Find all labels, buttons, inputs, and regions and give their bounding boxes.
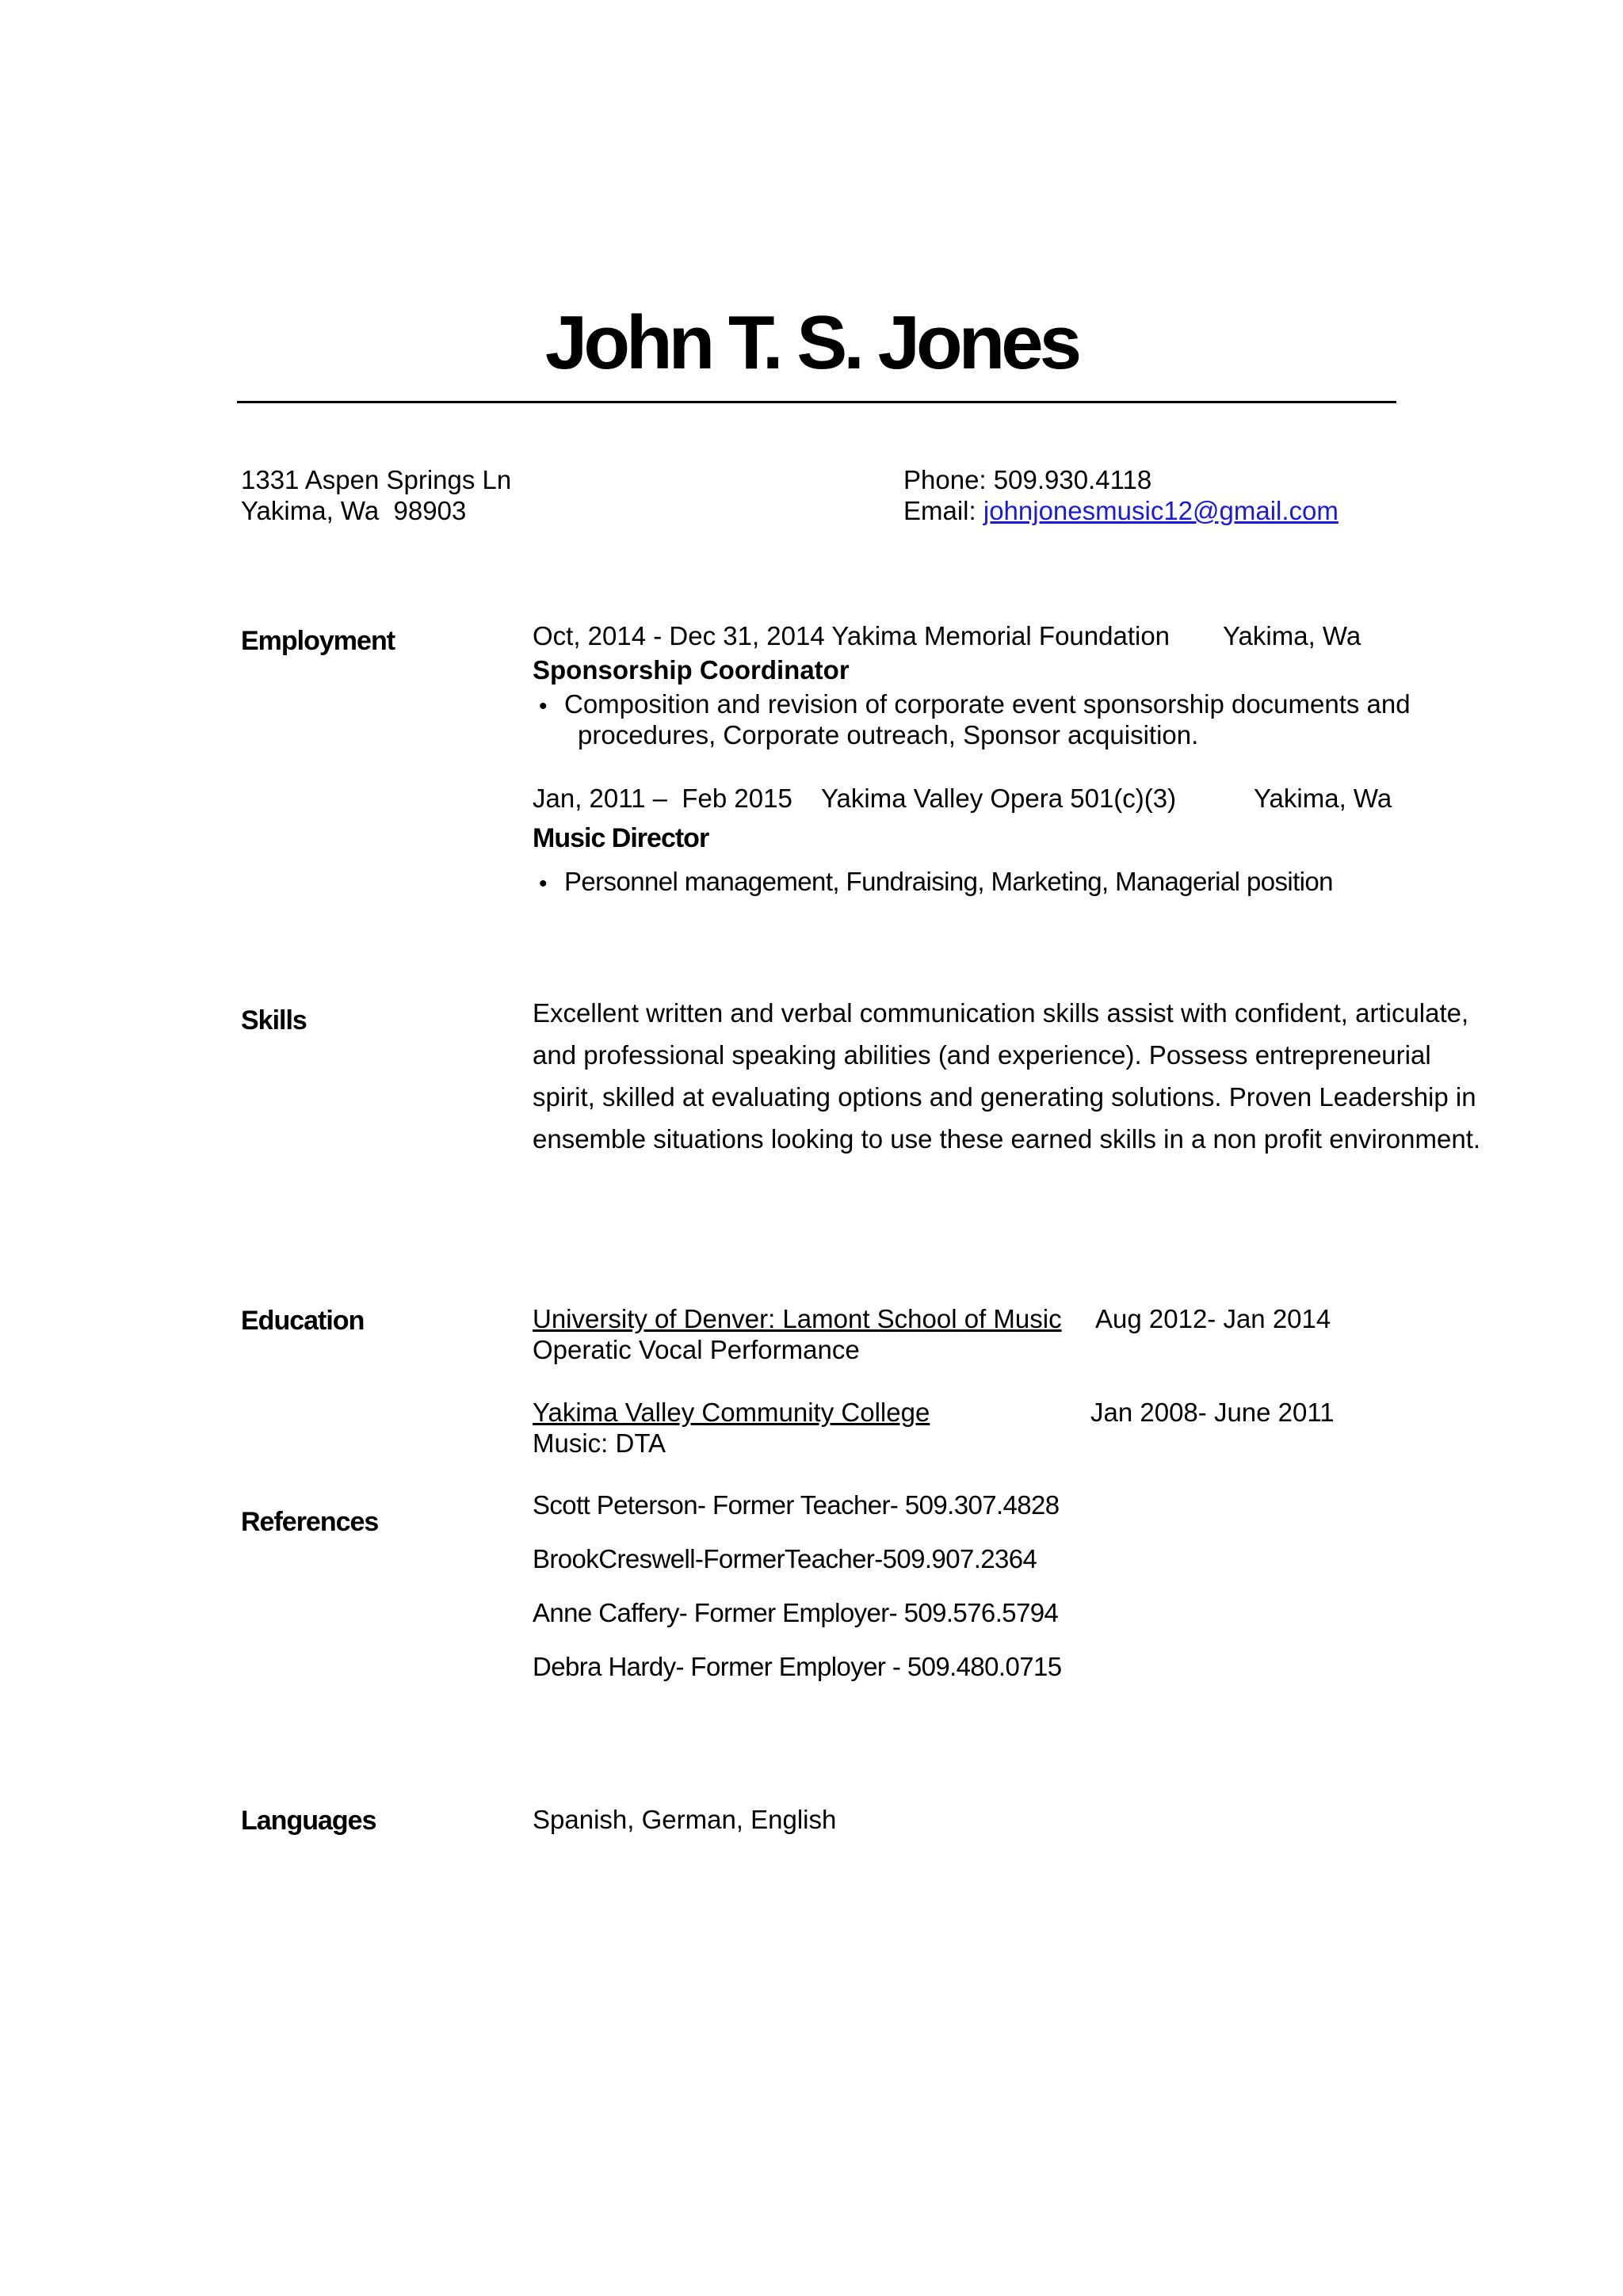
job-1-bullet-line-1: Composition and revision of corporate event sponsorship documents and [564, 689, 1411, 719]
email-label: Email: [903, 496, 983, 525]
bullet-icon: • [539, 693, 548, 719]
job-2-bullet: Personnel management, Fundraising, Marketing, Managerial position [564, 867, 1333, 896]
resume-name: John T. S. Jones [544, 300, 1079, 385]
section-heading-skills: Skills [241, 1005, 307, 1035]
section-heading-languages: Languages [241, 1806, 376, 1836]
reference-item: BrookCreswell-FormerTeacher-509.907.2364 [533, 1544, 1037, 1573]
school-1-program: Operatic Vocal Performance [533, 1335, 860, 1364]
job-1-location: Yakima, Wa [1223, 621, 1361, 650]
address-line-1: 1331 Aspen Springs Ln [241, 465, 512, 494]
email-link[interactable]: johnjonesmusic12@gmail.com [983, 496, 1338, 525]
section-heading-references: References [241, 1507, 379, 1537]
email-row [903, 495, 1338, 526]
address-line-2: Yakima, Wa 98903 [241, 496, 467, 525]
school-2-name: Yakima Valley Community College [533, 1398, 930, 1427]
section-heading-education: Education [241, 1306, 365, 1336]
reference-item: Debra Hardy- Former Employer - 509.480.0715 [533, 1652, 1062, 1681]
school-2-program: Music: DTA [533, 1428, 666, 1458]
phone-number: Phone: 509.930.4118 [903, 465, 1152, 494]
section-heading-employment: Employment [241, 626, 395, 656]
job-1-bullet-line-2: procedures, Corporate outreach, Sponsor acquisition. [578, 720, 1199, 749]
job-2-org: Yakima Valley Opera 501(c)(3) [821, 784, 1177, 813]
school-1-name: University of Denver: Lamont School of Music [533, 1304, 1062, 1333]
reference-item: Scott Peterson- Former Teacher- 509.307.4828 [533, 1490, 1060, 1520]
job-1-dates-org: Oct, 2014 - Dec 31, 2014 Yakima Memorial Foundation [533, 621, 1170, 650]
school-2-dates: Jan 2008- June 2011 [1090, 1398, 1335, 1427]
job-2-dates: Jan, 2011 – Feb 2015 [533, 784, 792, 813]
school-1-dates: Aug 2012- Jan 2014 [1095, 1304, 1331, 1333]
job-2-title: Music Director [533, 823, 709, 853]
skills-text: Excellent written and verbal communication skills assist with confident, articulate, and professional speaking abilities (and experience). Possess entrepreneurial spirit, skilled at evaluating options and generating solutions. Proven Leadership in ensemble situations looking to use these earned skills in a non profit environment. [533, 998, 1481, 1154]
reference-item: Anne Caffery- Former Employer- 509.576.5794 [533, 1598, 1059, 1627]
job-1-title: Sponsorship Coordinator [533, 655, 850, 685]
job-2-location: Yakima, Wa [1254, 784, 1392, 813]
languages-text: Spanish, German, English [533, 1805, 837, 1834]
bullet-icon: • [539, 871, 548, 897]
header-divider [237, 401, 1396, 403]
